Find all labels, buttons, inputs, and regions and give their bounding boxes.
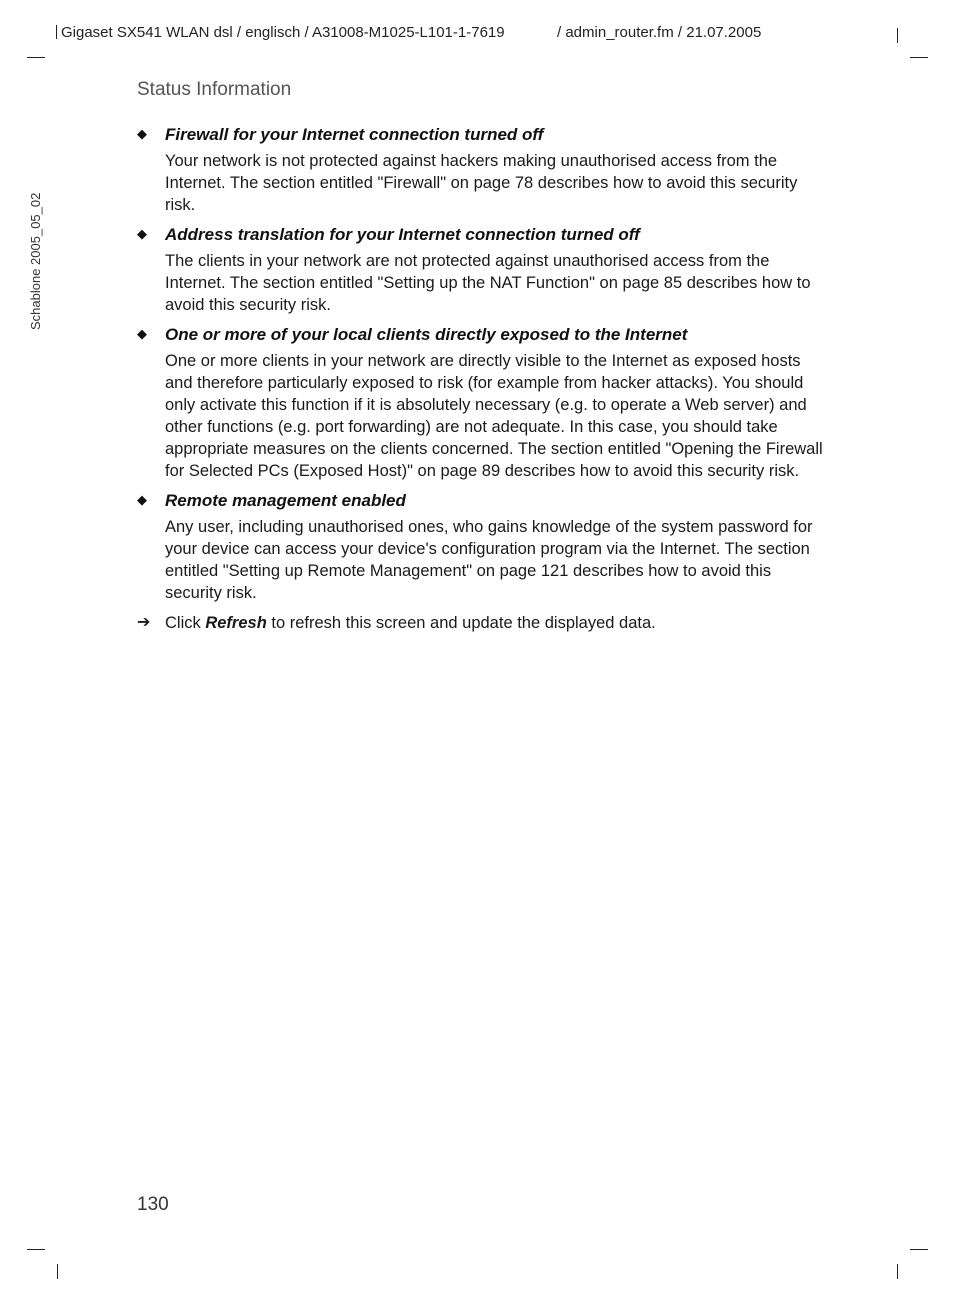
item-title: Remote management enabled — [165, 491, 406, 510]
item-title: One or more of your local clients directly exposed to the Internet — [165, 325, 688, 344]
header-left — [56, 24, 505, 41]
crop-mark — [910, 57, 928, 58]
crop-mark — [27, 1249, 45, 1250]
header-left-text: Gigaset SX541 WLAN dsl / englisch / A31008-M1025-L101-1-7619 — [61, 24, 505, 41]
crop-mark — [897, 28, 898, 43]
item-title: Address translation for your Internet connection turned off — [165, 225, 640, 244]
list-item — [137, 324, 827, 482]
crop-mark — [910, 1249, 928, 1250]
crop-mark — [57, 1264, 58, 1279]
diamond-bullet-icon: ◆ — [137, 226, 147, 241]
crop-mark — [27, 57, 45, 58]
section-title: Status Information — [137, 79, 292, 100]
list-item — [137, 224, 827, 316]
header-right-text: / admin_router.fm / 21.07.2005 — [557, 24, 762, 41]
diamond-bullet-icon: ◆ — [137, 492, 147, 507]
header-separator — [56, 25, 57, 39]
diamond-bullet-icon: ◆ — [137, 126, 147, 141]
side-label: Schablone 2005_05_02 — [28, 192, 43, 330]
list-item — [137, 490, 827, 604]
item-body: Your network is not protected against hackers making unauthorised access from the Internet. The section entitled "Firewall" on page 78 describes how to avoid this security risk. — [165, 152, 798, 214]
arrow-right-icon: ➔ — [137, 614, 151, 631]
list-item — [137, 124, 827, 216]
action-instruction — [137, 612, 827, 634]
action-prefix: Click — [165, 614, 201, 632]
crop-mark — [897, 1264, 898, 1279]
item-body: The clients in your network are not protected against unauthorised access from the Internet. The section entitled "Setting up the NAT Function" on page 85 describes how to avoid this security risk. — [165, 252, 811, 314]
page-number: 130 — [137, 1194, 169, 1215]
refresh-keyword: Refresh — [205, 614, 267, 632]
action-suffix: to refresh this screen and update the displayed data. — [271, 614, 656, 632]
diamond-bullet-icon: ◆ — [137, 326, 147, 341]
content-area — [137, 124, 827, 634]
item-body: One or more clients in your network are directly visible to the Internet as exposed hosts and therefore particularly exposed to risk (for example from hacker attacks). You should only activate this function if it is absolutely necessary (e.g. to operate a Web server) and other functions (e.g. port forwarding) are not adequate. In this case, you should take appropriate measures on the clients concerned. The section entitled "Opening the Firewall for Selected PCs (Exposed Host)" on page 89 describes how to avoid this security risk. — [165, 352, 823, 480]
item-title: Firewall for your Internet connection turned off — [165, 125, 544, 144]
item-body: Any user, including unauthorised ones, who gains knowledge of the system password for your device can access your device's configuration program via the Internet. The section entitled "Setting up Remote Management" on page 121 describes how to avoid this security risk. — [165, 518, 813, 602]
